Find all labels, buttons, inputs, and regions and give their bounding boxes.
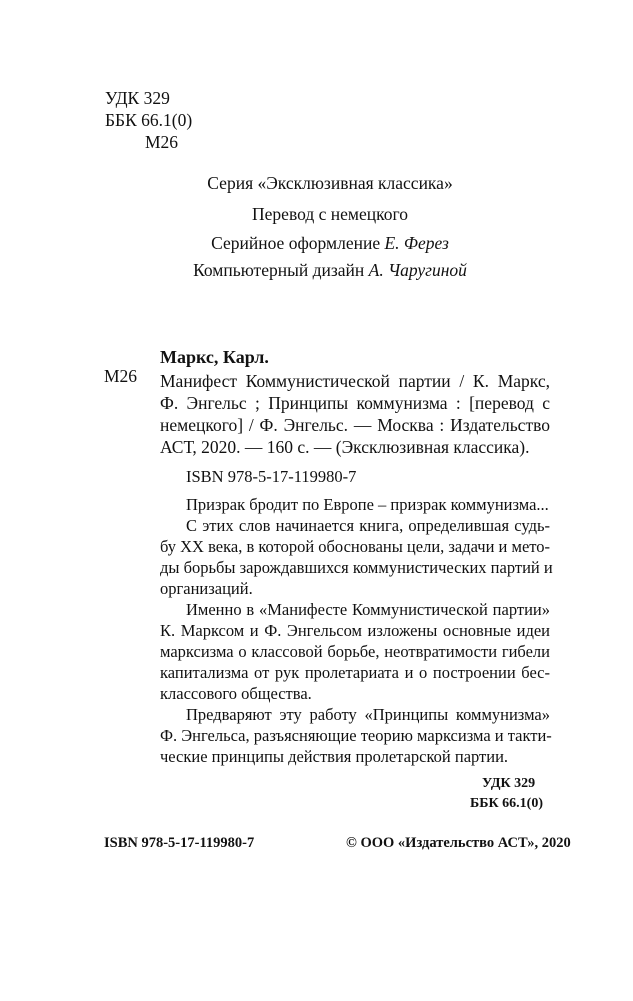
bibliographic-line: Ф. Энгельс ; Принципы коммунизма : [перевод с — [160, 393, 550, 413]
annotation-line: ческие принципы действия пролетарской партии. — [160, 747, 509, 766]
annotation-line: Именно в «Манифесте Коммунистической партии» — [186, 600, 550, 619]
annotation-line: капитализма от рук пролетариата и о построении бес- — [160, 663, 550, 682]
annotation-line: К. Марксом и Ф. Энгельсом изложены основные идеи — [160, 621, 550, 640]
translation-line: Перевод с немецкого — [252, 204, 408, 224]
annotation-line: ды борьбы зарождавшихся коммунистических партий и — [160, 558, 553, 577]
series-line: Серия «Эксклюзивная классика» — [207, 173, 453, 193]
computer-design-label: Компьютерный дизайн — [193, 260, 369, 280]
annotation-line: Ф. Энгельса, разъясняющие теорию марксизма и такти- — [160, 726, 552, 745]
series-design-line — [0, 232, 633, 254]
bibliographic-line: Манифест Коммунистической партии / К. Маркс, — [160, 371, 550, 391]
series-design-label: Серийное оформление — [211, 233, 385, 253]
udk-code-right: УДК 329 — [482, 776, 536, 791]
annotation-line: С этих слов начинается книга, определившая судь- — [186, 516, 550, 535]
cutter-code-left: М26 — [104, 366, 138, 386]
author-heading: Маркс, Карл. — [160, 347, 269, 367]
annotation-line: организаций. — [160, 579, 253, 598]
computer-design-line — [0, 259, 633, 281]
annotation-line: Призрак бродит по Европе – призрак коммунизма... — [186, 495, 549, 514]
annotation-line: Предваряют эту работу «Принципы коммунизма» — [186, 705, 550, 724]
copyright-notice: © ООО «Издательство АСТ», 2020 — [346, 835, 571, 851]
bbk-code-right: ББК 66.1(0) — [470, 796, 543, 811]
cutter-code-top: М26 — [145, 132, 179, 152]
computer-designer-name: А. Чаругиной — [368, 260, 467, 280]
bibliographic-line: АСТ, 2020. — 160 с. — (Эксклюзивная классика). — [160, 437, 530, 457]
bbk-code-top: ББК 66.1(0) — [105, 110, 193, 130]
annotation-line: бу XX века, в которой обоснованы цели, задачи и мето- — [160, 537, 551, 556]
series-designer-name: Е. Ферез — [384, 233, 449, 253]
isbn-footer: ISBN 978-5-17-119980-7 — [104, 835, 255, 851]
annotation-line: классового общества. — [160, 684, 312, 703]
bibliographic-line: немецкого] / Ф. Энгельс. — Москва : Издательство — [160, 415, 550, 435]
udk-code-top: УДК 329 — [105, 88, 170, 108]
isbn-bibliographic: ISBN 978-5-17-119980-7 — [186, 467, 357, 486]
annotation-line: марксизма о классовой борьбе, неотвратимости гибели — [160, 642, 550, 661]
